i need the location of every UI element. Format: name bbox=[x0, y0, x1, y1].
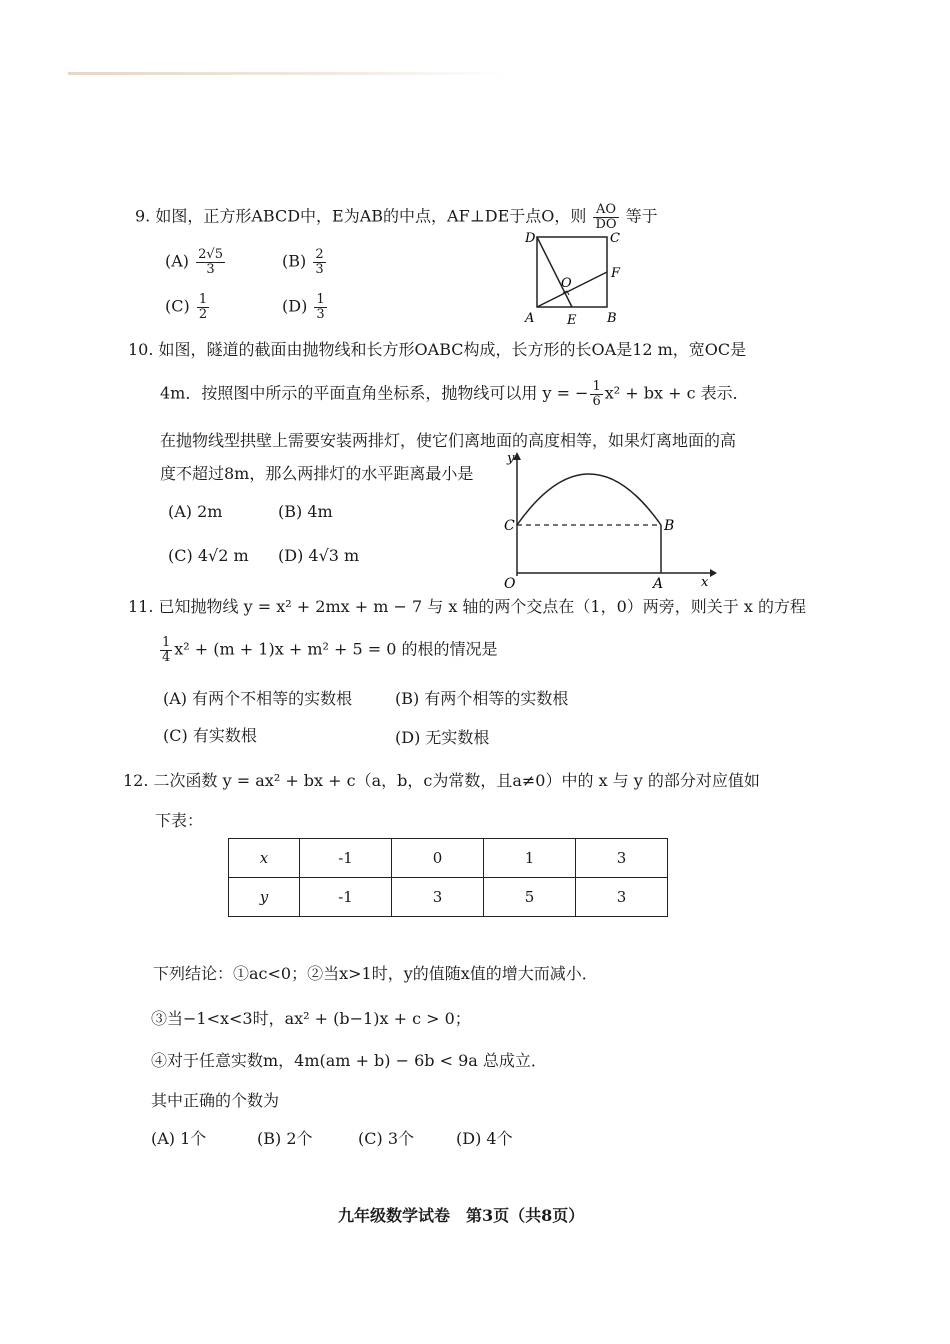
table-cell: -1 bbox=[300, 839, 392, 878]
q10-option-d: (D) 4√3 m bbox=[278, 546, 360, 565]
table-cell: 3 bbox=[392, 878, 484, 917]
q12-conclusion-4: ④对于任意实数m，4m(am + b) − 6b < 9a 总成立． bbox=[151, 1051, 547, 1070]
q9-square-figure bbox=[515, 225, 630, 330]
q10-text-3: 在抛物线型拱壁上需要安装两排灯，使它们离地面的高度相等，如果灯离地面的高 bbox=[160, 431, 737, 450]
q11-frac-num: 1 bbox=[162, 635, 171, 650]
q9-option-d bbox=[282, 293, 329, 321]
q9-option-c-label: (C) bbox=[165, 296, 190, 316]
q10-frac-num: 1 bbox=[592, 379, 601, 394]
table-cell: 1 bbox=[484, 839, 576, 878]
q9-tail: 等于 bbox=[625, 206, 658, 226]
q9-text: 如图，正方形ABCD中，E为AB的中点，AF⊥DE于点O，则 bbox=[155, 206, 587, 226]
q9-option-d-den: 3 bbox=[316, 306, 325, 322]
table-cell: 0 bbox=[392, 839, 484, 878]
label-o: O bbox=[561, 276, 572, 291]
table-cell: 3 bbox=[576, 839, 668, 878]
q10-option-a: (A) 2m bbox=[168, 502, 223, 521]
q9-option-b bbox=[282, 248, 328, 276]
q11-line1 bbox=[128, 594, 806, 617]
segment-af bbox=[537, 272, 607, 307]
table-cell: 5 bbox=[484, 878, 576, 917]
q9-option-c bbox=[165, 293, 211, 321]
label-e: E bbox=[567, 313, 577, 328]
table-cell: -1 bbox=[300, 878, 392, 917]
label-f: F bbox=[611, 266, 621, 281]
x-axis-arrow bbox=[710, 569, 717, 577]
parabola-arch bbox=[517, 474, 661, 525]
q10-frac-den: 6 bbox=[592, 393, 601, 409]
q11-text-1: 已知抛物线 y = x² + 2mx + m − 7 与 x 轴的两个交点在（1，0）两旁，则关于 x 的方程 bbox=[158, 597, 806, 616]
label-a: A bbox=[525, 311, 535, 326]
q12-number: 12. bbox=[123, 771, 149, 790]
q10-line2 bbox=[160, 380, 749, 408]
q9-option-a-label: (A) bbox=[165, 251, 190, 271]
q10-number: 10. bbox=[128, 340, 154, 359]
q11-text-2: x² + (m + 1)x + m² + 5 = 0 的根的情况是 bbox=[174, 639, 498, 659]
label-c: C bbox=[610, 231, 620, 246]
table-row bbox=[229, 878, 668, 917]
q9-option-b-label: (B) bbox=[282, 251, 307, 271]
q10-text-4: 度不超过8m，那么两排灯的水平距离最小是 bbox=[160, 464, 474, 483]
label-y: y bbox=[507, 451, 515, 466]
q12-question: 其中正确的个数为 bbox=[151, 1091, 280, 1110]
q12-option-b: (B) 2个 bbox=[257, 1129, 313, 1148]
q12-text-1: 二次函数 y = ax² + bx + c（a，b，c为常数，且a≠0）中的 x 与 y 的部分对应值如 bbox=[153, 771, 760, 790]
q11-option-b: (B) 有两个相等的实数根 bbox=[395, 689, 569, 708]
q12-conclusion-3: ③当−1<x<3时，ax² + (b−1)x + c > 0； bbox=[151, 1009, 471, 1028]
top-rule bbox=[68, 72, 508, 75]
q9-option-c-den: 2 bbox=[198, 306, 208, 322]
q11-line2 bbox=[158, 636, 498, 664]
label-a: A bbox=[653, 576, 664, 590]
label-b: B bbox=[664, 518, 675, 534]
q12-option-d: (D) 4个 bbox=[456, 1129, 513, 1148]
q12-text-2: 下表： bbox=[155, 811, 204, 830]
q11-number: 11. bbox=[128, 597, 154, 616]
q11-option-d: (D) 无实数根 bbox=[395, 728, 490, 747]
table-row bbox=[229, 839, 668, 878]
q11-option-c: (C) 有实数根 bbox=[163, 726, 257, 745]
q12-value-table bbox=[228, 838, 668, 917]
q11-frac-den: 4 bbox=[162, 649, 171, 665]
q9-option-a-den: 3 bbox=[206, 261, 215, 277]
label-d: D bbox=[525, 231, 536, 246]
q9-frac-num: AO bbox=[593, 203, 618, 218]
q12-option-c: (C) 3个 bbox=[358, 1129, 414, 1148]
page-footer: 九年级数学试卷 第3页（共8页） bbox=[338, 1206, 585, 1225]
segment-de bbox=[537, 237, 572, 307]
q10-option-b: (B) 4m bbox=[278, 502, 333, 521]
q9-option-a bbox=[165, 248, 227, 276]
square-abcd bbox=[537, 237, 607, 307]
q10-text-2a: 4m．按照图中所示的平面直角坐标系，抛物线可以用 y = − bbox=[160, 383, 589, 403]
q10-text-1: 如图，隧道的截面由抛物线和长方形OABC构成，长方形的长OA是12 m，宽OC是 bbox=[158, 340, 747, 359]
q11-option-a: (A) 有两个不相等的实数根 bbox=[163, 689, 353, 708]
table-cell: y bbox=[229, 878, 300, 917]
q10-option-c: (C) 4√2 m bbox=[168, 546, 249, 565]
q9-frac-den: DO bbox=[595, 216, 617, 232]
label-b: B bbox=[607, 311, 617, 326]
q12-conclusion-1-2: 下列结论：①ac<0；②当x>1时，y的值随x值的增大而减小． bbox=[153, 964, 598, 983]
q10-line1 bbox=[128, 337, 746, 360]
table-cell: 3 bbox=[576, 878, 668, 917]
q9-option-b-den: 3 bbox=[315, 261, 324, 277]
label-x: x bbox=[701, 575, 709, 590]
q9-option-d-num: 1 bbox=[316, 292, 325, 307]
q9-option-a-num: 2√5 bbox=[198, 247, 223, 262]
q9-option-b-num: 2 bbox=[315, 247, 324, 262]
q9-number: 9. bbox=[135, 206, 151, 226]
q12-line1 bbox=[123, 768, 760, 791]
label-o: O bbox=[504, 576, 516, 590]
q10-tunnel-figure bbox=[495, 448, 720, 590]
q10-text-2b: x² + bx + c 表示． bbox=[604, 383, 749, 403]
table-cell: x bbox=[229, 839, 300, 878]
q9-option-d-label: (D) bbox=[282, 296, 308, 316]
q12-option-a: (A) 1个 bbox=[151, 1129, 207, 1148]
q9-option-c-num: 1 bbox=[198, 292, 208, 307]
label-c: C bbox=[504, 518, 515, 534]
